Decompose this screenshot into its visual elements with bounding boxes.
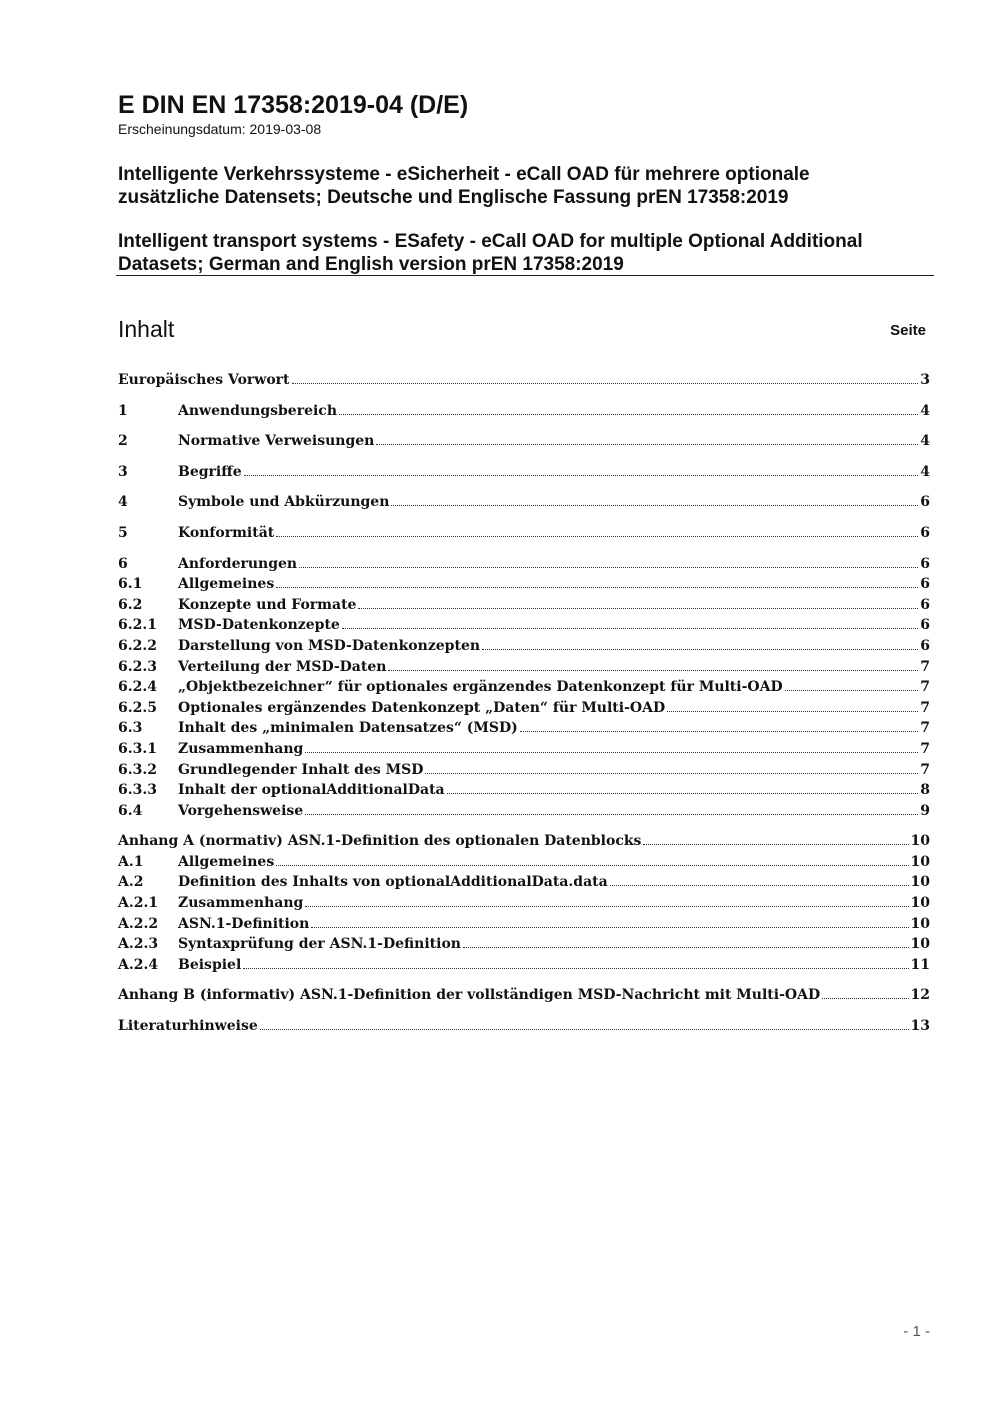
toc-entry-leader: [667, 711, 918, 712]
toc-entry[interactable]: [118, 760, 930, 781]
toc-entry-title: Zusammenhang: [178, 895, 304, 912]
toc-entry-page: 7: [920, 720, 930, 737]
toc-entry-leader: [339, 414, 918, 415]
toc-entry-title: Syntaxprüfung der ASN.1-Definition: [178, 936, 461, 953]
toc-entry-number: 3: [118, 463, 128, 480]
toc-entry[interactable]: [118, 831, 930, 852]
toc-entry-page: 6: [920, 576, 930, 593]
toc-entry-number: 6.4: [118, 802, 143, 819]
toc-entry-title: Europäisches Vorwort: [118, 372, 290, 388]
toc-entry-page: 7: [920, 740, 930, 757]
toc-entry-title: Beispiel: [178, 956, 242, 973]
toc-entry[interactable]: [118, 462, 930, 483]
toc-entry-number: 6.2.3: [118, 658, 157, 675]
toc-entry-title: Anwendungsbereich: [178, 402, 337, 419]
toc-entry[interactable]: [118, 955, 930, 976]
toc-entry-title: MSD-Datenkonzepte: [178, 617, 340, 634]
toc-entry-number: 2: [118, 433, 128, 450]
toc-entry-number: A.2.4: [118, 956, 159, 973]
toc-page-column-label: Seite: [890, 322, 926, 339]
toc-entry-title: Grundlegender Inhalt des MSD: [178, 761, 424, 778]
title-english-line-1: Intelligent transport systems - ESafety - eCall OAD for multiple Optional Additional: [118, 231, 863, 252]
toc-entry[interactable]: [118, 852, 930, 873]
toc-entry-page: 6: [920, 555, 930, 572]
toc-entry-leader: [276, 865, 908, 866]
toc-entry-title: Anhang A (normativ) ASN.1-Definition des optionalen Datenblocks: [118, 833, 642, 850]
toc-entry-number: 6.3.3: [118, 782, 157, 799]
toc-entry-title: Verteilung der MSD-Daten: [178, 658, 387, 675]
toc-entry-number: 6.2.4: [118, 679, 157, 696]
toc-entry-title: Allgemeines: [178, 576, 275, 593]
toc-entry[interactable]: [118, 934, 930, 955]
toc-entry-number: A.2.3: [118, 936, 159, 953]
toc-entry-title: Symbole und Abkürzungen: [178, 494, 390, 511]
toc-entry-leader: [305, 906, 908, 907]
toc-entry[interactable]: [118, 554, 930, 575]
toc-entry[interactable]: [118, 657, 930, 678]
toc-entry-leader: [358, 608, 918, 609]
toc-entry-title: Begriffe: [178, 463, 242, 480]
toc-entry-number: 1: [118, 402, 128, 419]
toc-entry-page: 8: [920, 782, 930, 799]
toc-entry[interactable]: [118, 718, 930, 739]
toc-entry-title: Konformität: [178, 524, 275, 541]
toc-entry-title: Anhang B (informativ) ASN.1-Definition der vollständigen MSD-Nachricht mit Multi-OAD: [118, 987, 821, 1004]
toc-entry[interactable]: [118, 914, 930, 935]
toc-entry-title: „Objektbezeichner“ für optionales ergänzendes Datenkonzept für Multi-OAD: [178, 679, 783, 696]
table-of-contents: [118, 370, 930, 1037]
toc-entry[interactable]: [118, 595, 930, 616]
toc-entry-page: 12: [910, 987, 930, 1004]
toc-entry-page: 4: [920, 463, 930, 480]
toc-entry-number: 5: [118, 524, 128, 541]
toc-entry-leader: [822, 998, 908, 999]
toc-entry-title: Inhalt der optionalAdditionalData: [178, 782, 445, 799]
toc-entry-page: 10: [910, 833, 930, 850]
toc-entry-title: Optionales ergänzendes Datenkonzept „Daten“ für Multi-OAD: [178, 699, 666, 716]
toc-entry-leader: [610, 885, 909, 886]
header-divider: [116, 275, 934, 276]
toc-entry-page: 6: [920, 617, 930, 634]
toc-entry-leader: [376, 444, 918, 445]
toc-entry-leader: [305, 752, 918, 753]
toc-entry-leader: [391, 505, 918, 506]
publication-date: Erscheinungsdatum: 2019-03-08: [118, 121, 322, 137]
toc-entry-title: Literaturhinweise: [118, 1018, 258, 1035]
toc-entry-leader: [244, 475, 919, 476]
toc-entry-leader: [447, 793, 919, 794]
toc-entry-page: 10: [910, 853, 930, 870]
toc-entry-leader: [299, 567, 918, 568]
toc-entry-number: 6.2.2: [118, 637, 157, 654]
toc-entry-leader: [276, 536, 918, 537]
document-header: [118, 90, 934, 276]
toc-entry-leader: [342, 628, 918, 629]
toc-entry[interactable]: [118, 801, 930, 822]
toc-entry-page: 10: [910, 874, 930, 891]
toc-entry[interactable]: [118, 492, 930, 513]
toc-entry[interactable]: [118, 985, 930, 1006]
toc-entry-number: A.2.1: [118, 895, 159, 912]
toc-entry-page: 7: [920, 699, 930, 716]
toc-entry-page: 3: [920, 372, 930, 388]
toc-title: Inhalt: [118, 316, 175, 342]
toc-entry-page: 6: [920, 596, 930, 613]
toc-entry-title: Konzepte und Formate: [178, 596, 357, 613]
toc-entry-page: 6: [920, 524, 930, 541]
title-german-line-1: Intelligente Verkehrssysteme - eSicherheit - eCall OAD für mehrere optionale: [118, 164, 810, 185]
toc-entry-leader: [388, 670, 918, 671]
toc-entry-leader: [785, 690, 919, 691]
toc-entry-page: 6: [920, 494, 930, 511]
toc-entry[interactable]: [118, 636, 930, 657]
document-id: E DIN EN 17358:2019-04 (D/E): [118, 91, 469, 119]
toc-entry-page: 7: [920, 761, 930, 778]
toc-entry-number: A.2: [118, 874, 144, 891]
toc-entry-number: A.2.2: [118, 915, 159, 932]
toc-entry-number: 6.2.1: [118, 617, 157, 634]
toc-entry-title: Vorgehensweise: [178, 802, 304, 819]
toc-entry-leader: [482, 649, 918, 650]
toc-entry-page: 4: [920, 433, 930, 450]
toc-entry-leader: [643, 844, 908, 845]
toc-entry-number: 4: [118, 494, 128, 511]
toc-entry-number: 6: [118, 555, 128, 572]
title-english-line-2: Datasets; German and English version prEN 17358:2019: [118, 254, 624, 275]
toc-entry[interactable]: [118, 431, 930, 452]
toc-entry[interactable]: [118, 574, 930, 595]
toc-entry-number: 6.3: [118, 720, 143, 737]
toc-entry[interactable]: [118, 698, 930, 719]
toc-entry-page: 6: [920, 637, 930, 654]
toc-entry[interactable]: [118, 739, 930, 760]
toc-entry-leader: [520, 731, 918, 732]
toc-entry-leader: [463, 947, 909, 948]
toc-entry-page: 13: [910, 1018, 930, 1035]
title-german: [118, 163, 934, 209]
toc-entry-leader: [260, 1029, 909, 1030]
toc-entry-page: 10: [910, 936, 930, 953]
toc-entry[interactable]: [118, 615, 930, 636]
toc-entry[interactable]: [118, 893, 930, 914]
toc-entry-title: Darstellung von MSD-Datenkonzepten: [178, 637, 481, 654]
toc-entry[interactable]: [118, 523, 930, 544]
toc-entry[interactable]: [118, 677, 930, 698]
toc-entry-leader: [311, 927, 908, 928]
toc-entry-leader: [292, 383, 919, 384]
toc-entry-title: Allgemeines: [178, 853, 275, 870]
toc-header: [118, 314, 926, 346]
toc-entry-page: 7: [920, 679, 930, 696]
toc-entry[interactable]: [118, 401, 930, 422]
toc-entry-page: 9: [920, 802, 930, 819]
title-german-line-2: zusätzliche Datensets; Deutsche und Englische Fassung prEN 17358:2019: [118, 187, 789, 208]
toc-entry[interactable]: [118, 1016, 930, 1037]
toc-entry-page: 4: [920, 402, 930, 419]
toc-entry-title: ASN.1-Definition: [178, 915, 310, 932]
toc-entry[interactable]: [118, 872, 930, 893]
toc-entry-number: 6.1: [118, 576, 143, 593]
toc-entry-title: Anforderungen: [178, 555, 298, 572]
toc-entry-number: 6.2: [118, 596, 143, 613]
toc-entry-title: Inhalt des „minimalen Datensatzes“ (MSD): [178, 720, 518, 737]
toc-entry-page: 10: [910, 915, 930, 932]
toc-entry-page: 11: [910, 956, 930, 973]
toc-entry-leader: [425, 773, 918, 774]
toc-entry-leader: [305, 814, 918, 815]
toc-entry[interactable]: [118, 370, 930, 391]
toc-entry-leader: [243, 968, 908, 969]
toc-entry-leader: [276, 587, 918, 588]
toc-entry[interactable]: [118, 780, 930, 801]
toc-entry-number: 6.2.5: [118, 699, 157, 716]
page-number: - 1 -: [903, 1323, 930, 1340]
toc-entry-number: 6.3.2: [118, 761, 157, 778]
toc-entry-number: 6.3.1: [118, 740, 157, 757]
toc-entry-page: 10: [910, 895, 930, 912]
title-english: [118, 230, 934, 276]
toc-entry-title: Normative Verweisungen: [178, 433, 375, 450]
toc-entry-page: 7: [920, 658, 930, 675]
toc-entry-number: A.1: [118, 853, 144, 870]
toc-entry-title: Definition des Inhalts von optionalAdditionalData.data: [178, 874, 608, 891]
toc-entry-title: Zusammenhang: [178, 740, 304, 757]
